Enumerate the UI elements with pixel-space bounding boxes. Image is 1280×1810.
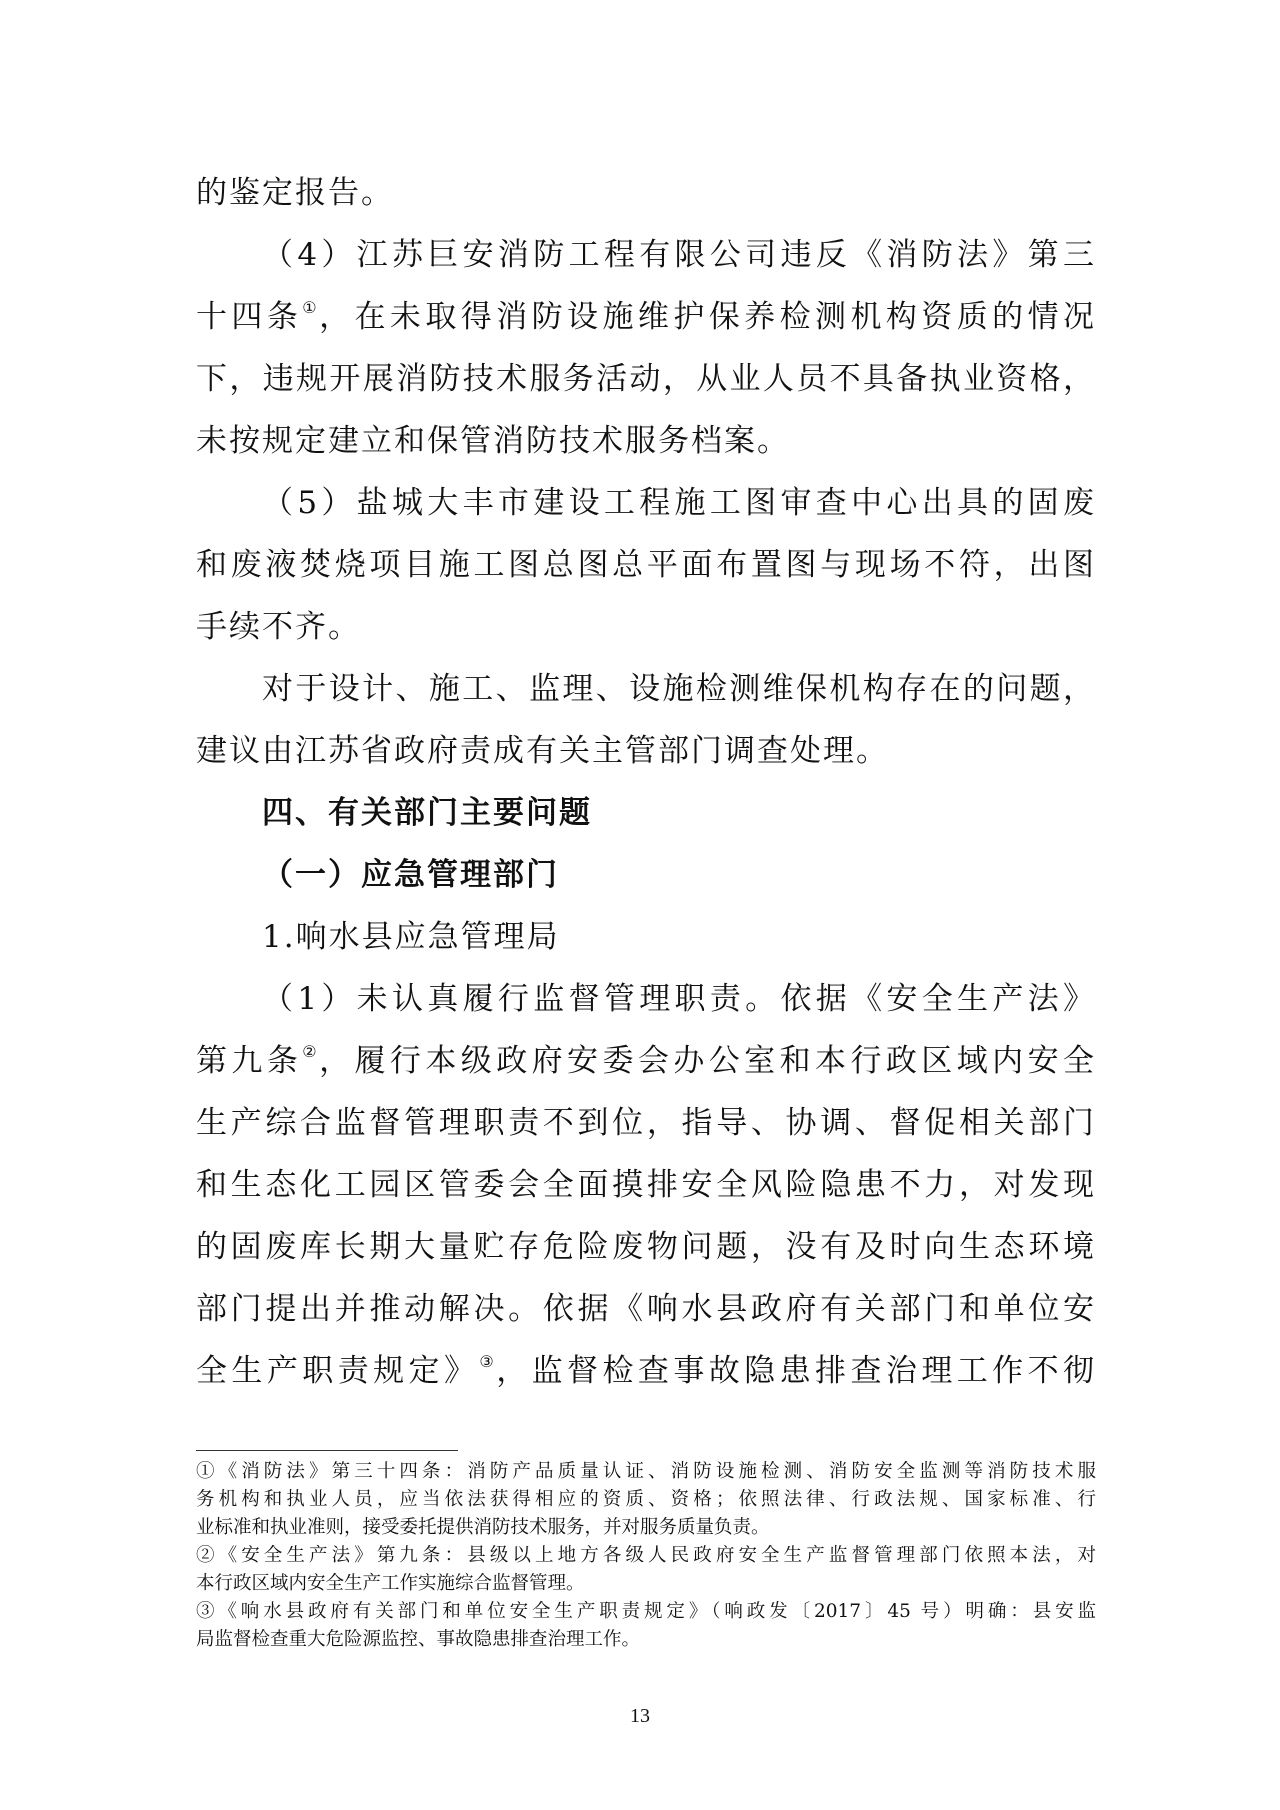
paragraph-line: 对于设计、施工、监理、设施检测维保机构存在的问题，: [262, 671, 1096, 707]
footnote-line: 本行政区域内安全生产工作实施综合监督管理。: [196, 1573, 585, 1594]
footnote-line: 局监督检查重大危险源监控、事故隐患排查治理工作。: [196, 1629, 641, 1650]
subsection-heading: （一）应急管理部门: [262, 857, 559, 893]
paragraph-line: [196, 286, 1096, 348]
footnote-line: ②《安全生产法》第九条：县级以上地方各级人民政府安全生产监督管理部门依照本法，对: [196, 1545, 1096, 1566]
paragraph-line: [196, 1340, 1096, 1402]
text-run: ，履行本级政府安委会办公室和本行政区域内安全: [319, 1043, 1097, 1079]
footnotes: [196, 1458, 1096, 1654]
paragraph-line: 和废液焚烧项目施工图总图总平面布置图与现场不符，出图: [196, 547, 1096, 583]
paragraph-line: 手续不齐。: [196, 609, 361, 645]
paragraph-line: 未按规定建立和保管消防技术服务档案。: [196, 423, 790, 459]
page-number: 13: [630, 1705, 650, 1727]
paragraph-line: 的固废库长期大量贮存危险废物问题，没有及时向生态环境: [196, 1229, 1096, 1265]
item-title: 1.响水县应急管理局: [262, 919, 560, 955]
text-run: 全生产职责规定》: [196, 1353, 480, 1389]
body-text: [196, 162, 1096, 1402]
paragraph-line: （4）江苏巨安消防工程有限公司违反《消防法》第三: [262, 237, 1096, 273]
paragraph-line: 的鉴定报告。: [196, 175, 394, 211]
footnote-line: ①《消防法》第三十四条：消防产品质量认证、消防设施检测、消防安全监测等消防技术服: [196, 1461, 1096, 1482]
text-run: 第九条: [196, 1043, 303, 1079]
footnote-ref-3: ③: [479, 1352, 497, 1371]
paragraph-line: （1）未认真履行监督管理职责。依据《安全生产法》: [262, 981, 1096, 1017]
paragraph-line: [196, 1030, 1096, 1092]
paragraph-line: 建议由江苏省政府责成有关主管部门调查处理。: [196, 733, 889, 769]
footnote-line: ③《响水县政府有关部门和单位安全生产职责规定》（响政发〔2017〕45 号）明确：县安监: [196, 1601, 1096, 1622]
text-run: ，在未取得消防设施维护保养检测机构资质的情况: [319, 299, 1097, 335]
paragraph-line: 部门提出并推动解决。依据《响水县政府有关部门和单位安: [196, 1291, 1096, 1327]
footnote-divider: [196, 1450, 458, 1451]
text-run: ，监督检查事故隐患排查治理工作不彻: [496, 1353, 1097, 1389]
footnote-line: 业标准和执业准则，接受委托提供消防技术服务，并对服务质量负责。: [196, 1517, 770, 1538]
section-heading: 四、有关部门主要问题: [262, 795, 592, 831]
paragraph-line: 下，违规开展消防技术服务活动，从业人员不具备执业资格，: [196, 361, 1096, 397]
footnote-line: 务机构和执业人员，应当依法获得相应的资质、资格；依照法律、行政法规、国家标准、行: [196, 1489, 1096, 1510]
footnote-ref-2: ②: [302, 1042, 320, 1061]
paragraph-line: （5）盐城大丰市建设工程施工图审查中心出具的固废: [262, 485, 1096, 521]
text-run: 十四条: [196, 299, 303, 335]
footnote-ref-1: ①: [302, 298, 320, 317]
paragraph-line: 和生态化工园区管委会全面摸排安全风险隐患不力，对发现: [196, 1167, 1096, 1203]
paragraph-line: 生产综合监督管理职责不到位，指导、协调、督促相关部门: [196, 1105, 1096, 1141]
